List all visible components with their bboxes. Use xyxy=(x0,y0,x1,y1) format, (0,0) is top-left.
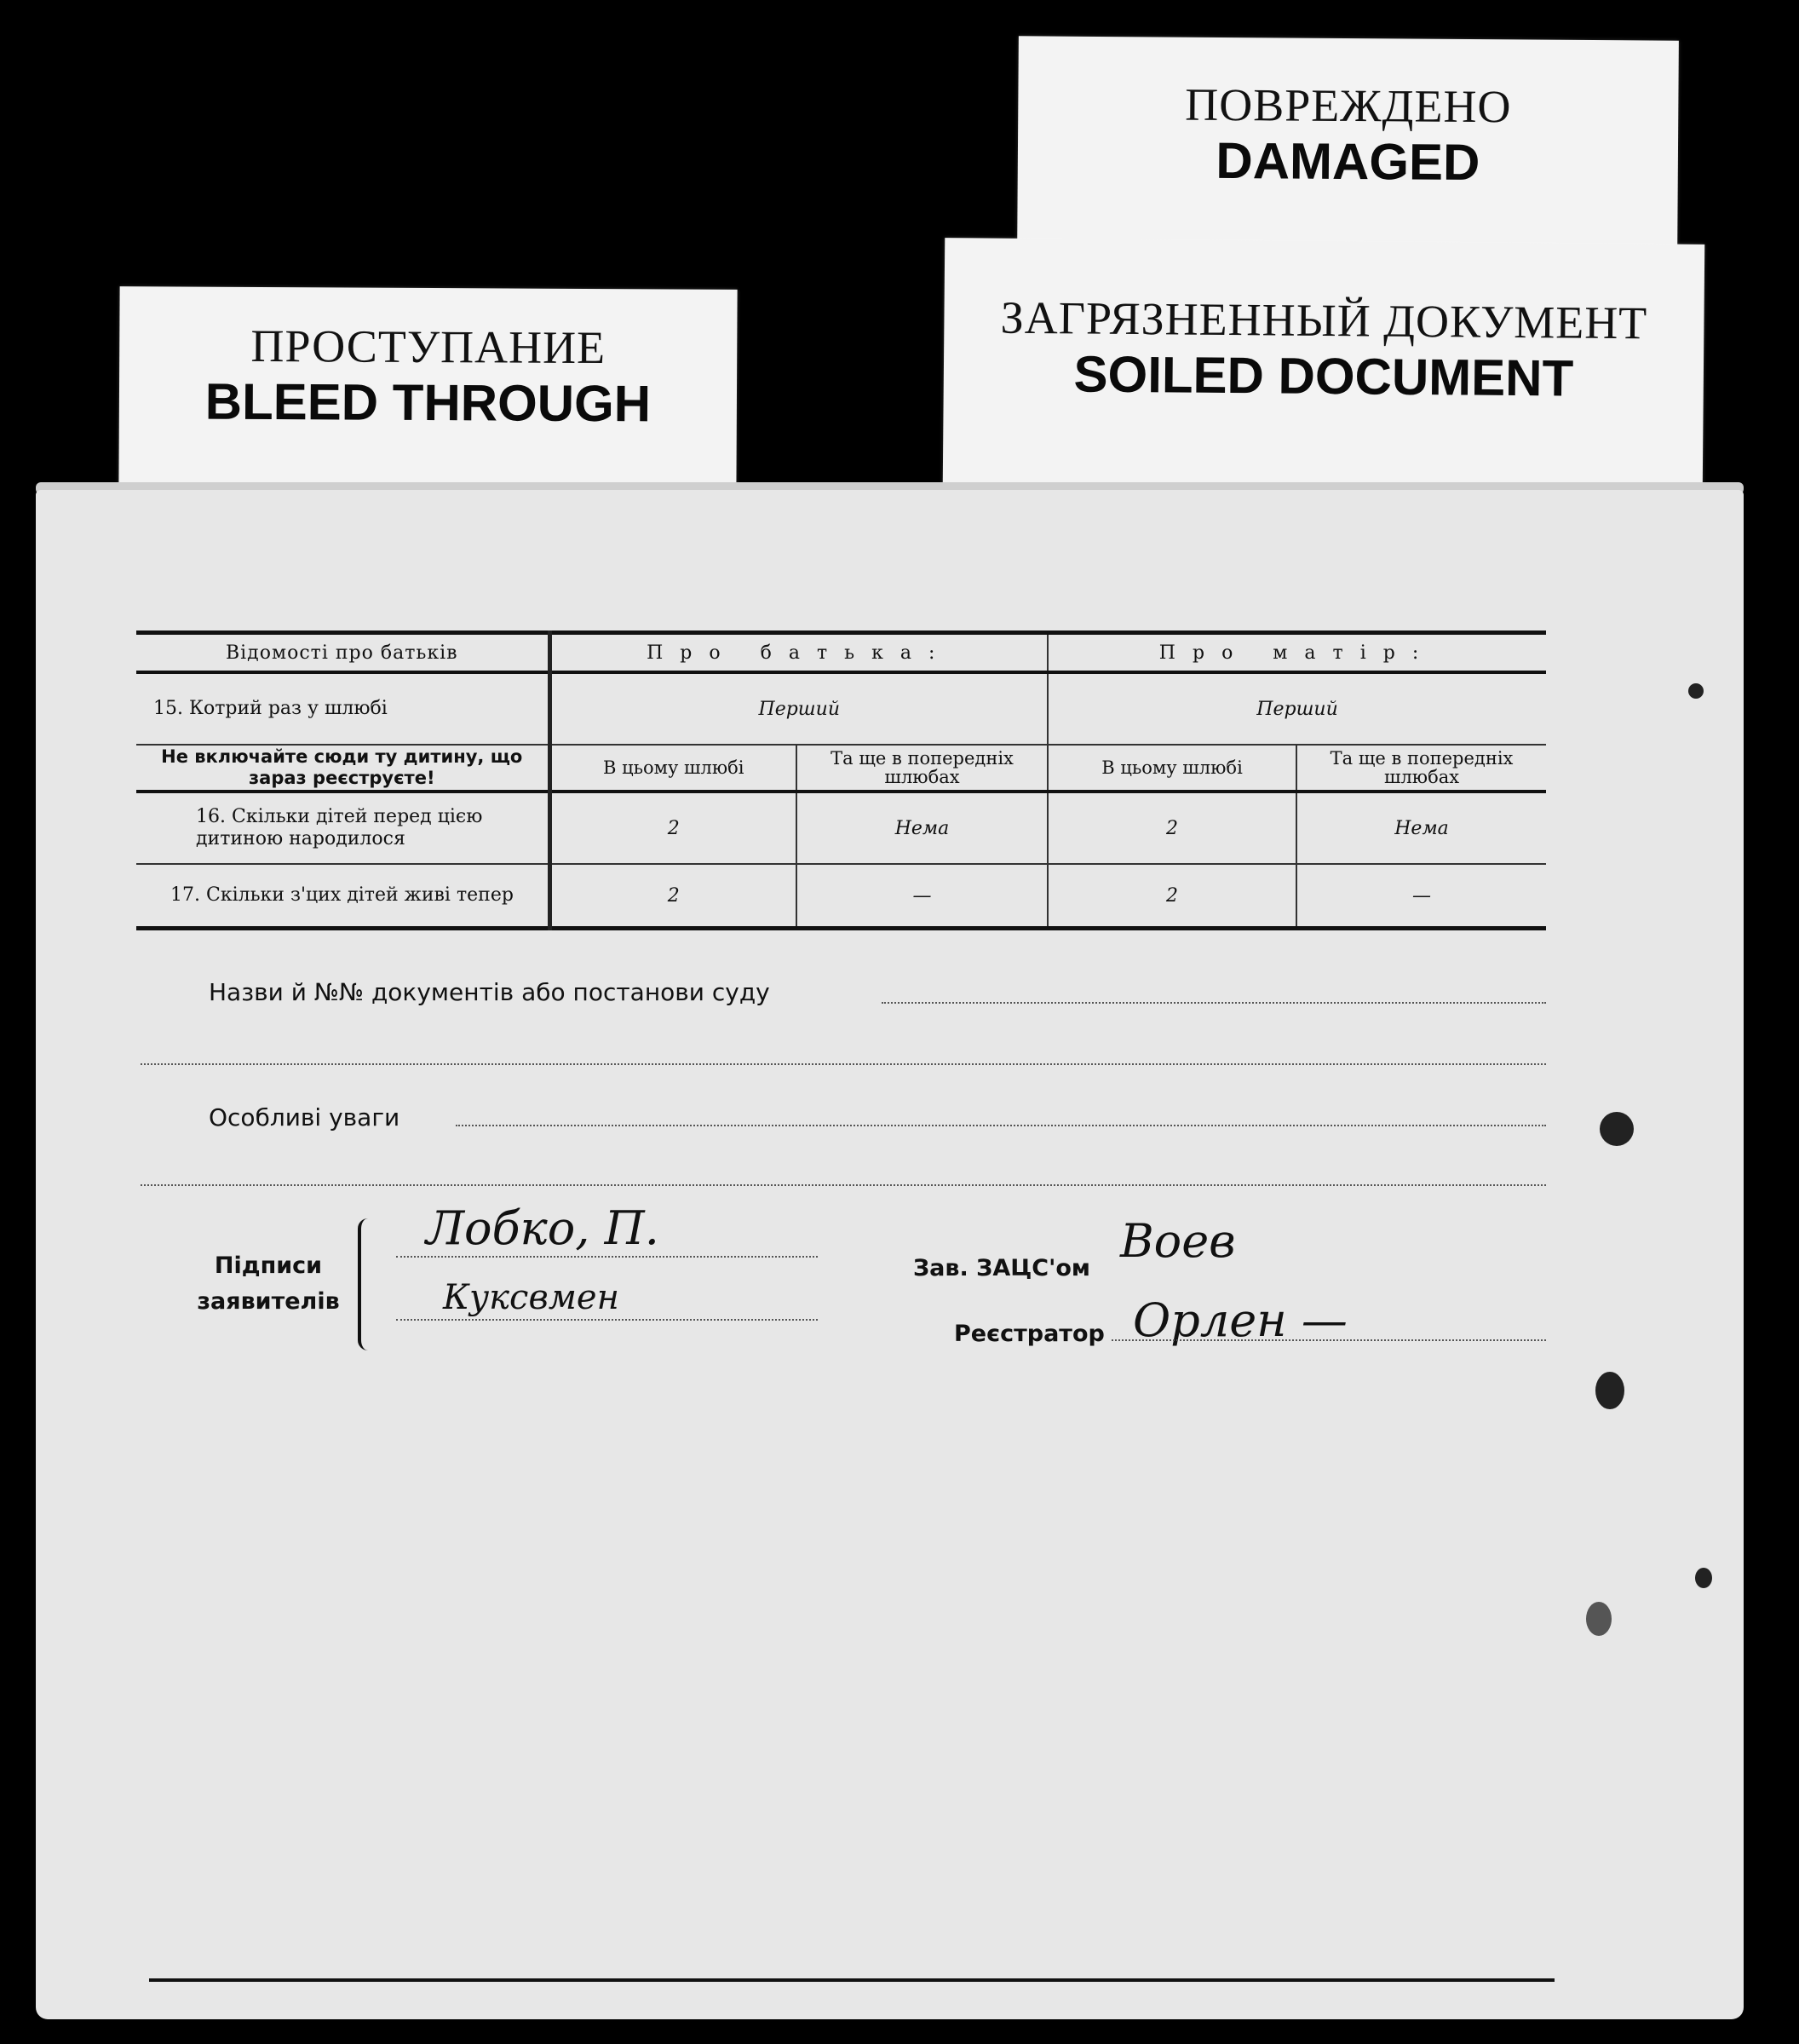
q16-label: 16. Скільки дітей перед цією дитиною народилося xyxy=(136,792,549,864)
q17-label: 17. Скільки з'цих дітей живі тепер xyxy=(136,864,549,929)
q16-father-prev: Нема xyxy=(796,792,1048,864)
header-parents-info: Відомості про батьків xyxy=(136,633,549,673)
damaged-label xyxy=(1017,36,1679,257)
exclude-child-note: Не включайте сюди ту дитину, що зараз реєструєте! xyxy=(136,745,549,792)
notes-dotted-line-2 xyxy=(141,1184,1546,1186)
header-mother: Про матір: xyxy=(1048,633,1546,673)
documents-dotted-line xyxy=(882,1002,1546,1004)
mother-previous-header: Та ще в попередніх шлюбах xyxy=(1296,745,1546,792)
bleed-through-label xyxy=(118,286,737,496)
soiled-label xyxy=(943,238,1705,493)
q15-mother-value: Перший xyxy=(1048,672,1546,745)
q17-father-prev: — xyxy=(796,864,1048,929)
q17-father-this: 2 xyxy=(549,864,796,929)
applicant2-signature: Куксвмен xyxy=(443,1278,619,1317)
zags-head-label: Зав. ЗАЦС'ом xyxy=(913,1255,1090,1281)
table-row xyxy=(136,672,1546,745)
binding-hole xyxy=(1695,1568,1712,1588)
table-row xyxy=(136,864,1546,929)
damaged-label-ru: ПОВРЕЖДЕНО xyxy=(1185,78,1512,133)
documents-dotted-line-2 xyxy=(141,1063,1546,1065)
bleed-label-en: BLEED THROUGH xyxy=(204,372,652,433)
soiled-label-ru: ЗАГРЯЗНЕННЫЙ ДОКУМЕНТ xyxy=(1000,291,1648,349)
soiled-label-en: SOILED DOCUMENT xyxy=(1073,345,1574,407)
header-father: Про батька: xyxy=(549,633,1048,673)
q16-mother-prev: Нема xyxy=(1296,792,1546,864)
notes-label: Особливі уваги xyxy=(209,1103,400,1131)
bottom-rule xyxy=(149,1978,1555,1982)
q17-mother-prev: — xyxy=(1296,864,1546,929)
damaged-label-en: DAMAGED xyxy=(1216,131,1480,192)
q16-father-this: 2 xyxy=(549,792,796,864)
applicants-signatures-label: Підписи заявителів xyxy=(197,1252,340,1315)
binding-hole xyxy=(1600,1112,1634,1146)
mother-this-marriage-header: В цьому шлюбі xyxy=(1048,745,1296,792)
table-header-row xyxy=(136,633,1546,673)
q15-father-value: Перший xyxy=(549,672,1048,745)
parents-table xyxy=(136,630,1546,930)
table-subheader-row xyxy=(136,745,1546,792)
father-previous-header: Та ще в попередніх шлюбах xyxy=(796,745,1048,792)
applicant2-dotted-line xyxy=(396,1319,818,1321)
binding-hole xyxy=(1688,683,1704,699)
bleed-label-ru: ПРОСТУПАНИЕ xyxy=(250,320,606,374)
binding-hole xyxy=(1586,1602,1612,1636)
zags-head-signature: Воев xyxy=(1120,1214,1236,1268)
father-this-marriage-header: В цьому шлюбі xyxy=(549,745,796,792)
documents-label: Назви й №№ документів або постанови суду xyxy=(209,978,770,1006)
binding-hole xyxy=(1595,1372,1624,1409)
q17-mother-this: 2 xyxy=(1048,864,1296,929)
applicant1-dotted-line xyxy=(396,1256,818,1258)
registrar-label: Реєстратор xyxy=(954,1321,1105,1347)
registrar-signature: Орлен — xyxy=(1133,1293,1348,1347)
table-row xyxy=(136,792,1546,864)
applicant1-signature: Лобко, П. xyxy=(426,1201,659,1255)
notes-dotted-line xyxy=(456,1125,1546,1126)
brace xyxy=(358,1218,380,1350)
q15-label: 15. Котрий раз у шлюбі xyxy=(136,672,549,745)
registrar-dotted-line xyxy=(1112,1339,1546,1341)
q16-mother-this: 2 xyxy=(1048,792,1296,864)
